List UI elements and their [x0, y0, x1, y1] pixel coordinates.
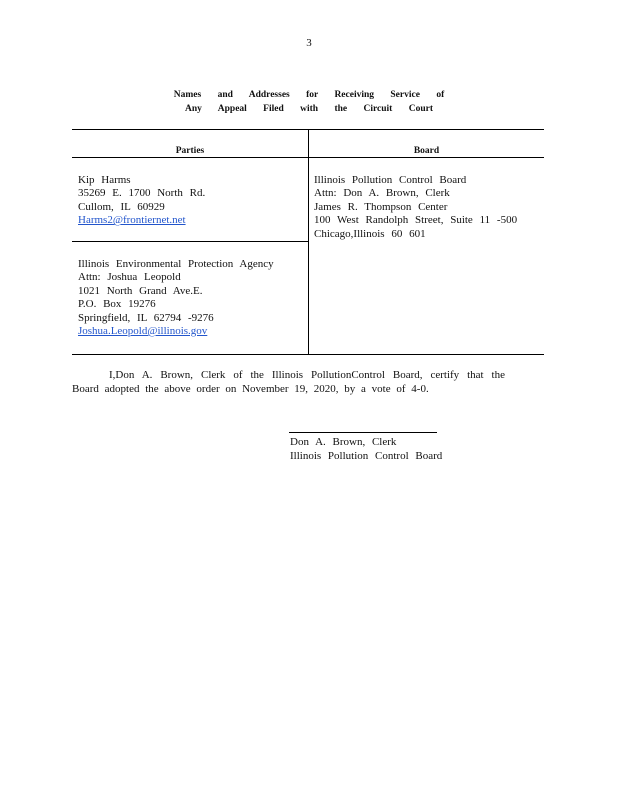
signature-line [289, 432, 437, 433]
certification-paragraph [72, 369, 505, 396]
party-email-link[interactable]: Joshua.Leopold@illinois.gov [78, 325, 208, 338]
signature-block [290, 435, 442, 463]
parties-header: Parties [175, 146, 205, 156]
party-name: Kip Harms [78, 174, 131, 186]
board-name: Illinois Pollution Control Board [314, 174, 467, 186]
heading-line-1: Names and Addresses for Receiving Service of [173, 90, 445, 100]
board-building: James R. Thompson Center [314, 200, 448, 213]
party-city: Springfield, IL 62794 -9276 [78, 311, 214, 324]
party-city: Cullom, IL 60929 [78, 200, 165, 213]
party-street: 1021 North Grand Ave.E. [78, 284, 203, 297]
heading-line-2: Any Appeal Filed with the Circuit Court [185, 104, 433, 114]
board-attn: Attn: Don A. Brown, Clerk [314, 187, 450, 200]
party-email-link[interactable]: Harms2@frontiernet.net [78, 214, 186, 227]
party-attn: Attn: Joshua Leopold [78, 271, 181, 284]
board-address [314, 174, 517, 241]
party-street: 35269 E. 1700 North Rd. [78, 187, 206, 200]
party-iepa [78, 258, 274, 338]
party-name: Illinois Environmental Protection Agency [78, 258, 274, 270]
party-divider [72, 241, 308, 242]
header-divider [72, 157, 544, 158]
signer-title: Illinois Pollution Control Board [290, 450, 443, 462]
service-table [72, 129, 544, 355]
certification-text: I,Don A. Brown, Clerk of the Illinois PollutionControl Board, certify that the Board adopted the above order on November 19, 2020, by a vote of 4-0. [72, 369, 505, 395]
signer-name: Don A. Brown, Clerk [290, 436, 397, 448]
board-header: Board [413, 146, 440, 156]
column-divider [308, 130, 309, 354]
page-number: 3 [306, 37, 312, 49]
party-po-box: P.O. Box 19276 [78, 298, 156, 311]
board-street: 100 West Randolph Street, Suite 11 -500 [314, 214, 518, 227]
party-kip-harms [78, 174, 205, 228]
board-city: Chicago,Illinois 60 601 [314, 227, 426, 240]
